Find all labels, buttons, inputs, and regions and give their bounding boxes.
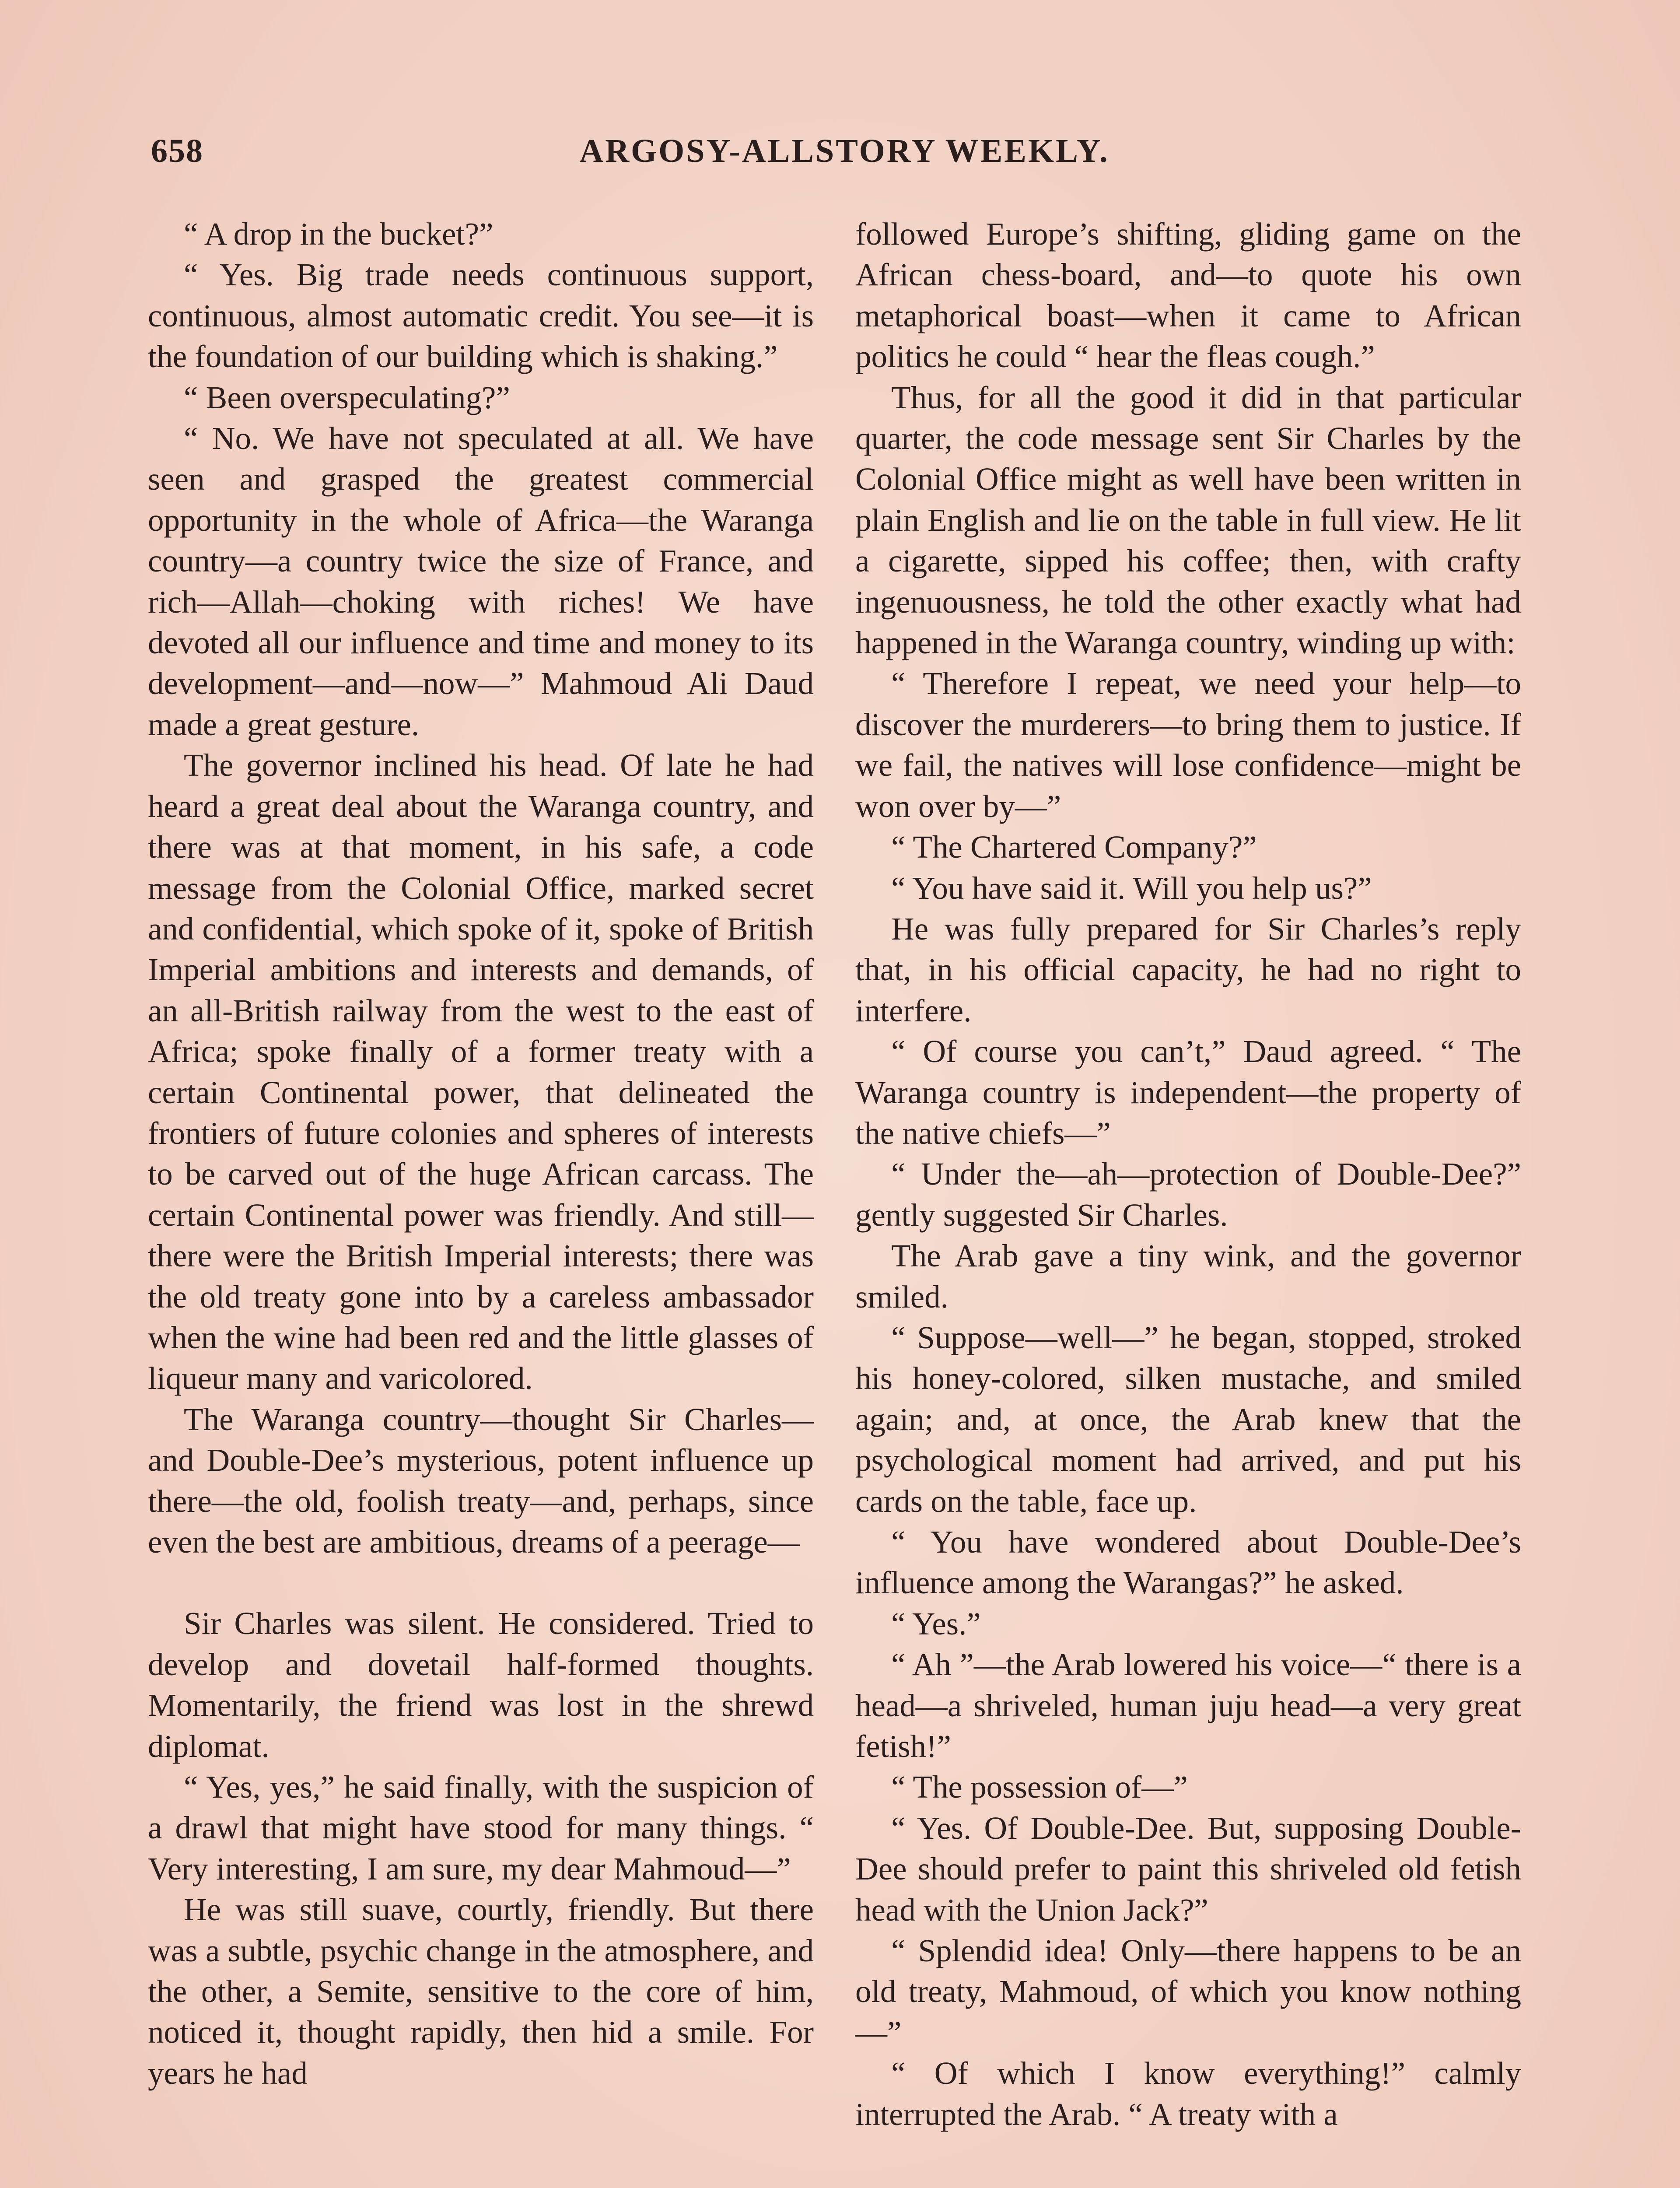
paragraph: He was fully prepared for Sir Charles’s reply that, in his official capacity, he had no right to interfere.	[855, 911, 1521, 1028]
paragraph: “ Splendid idea! Only—there happens to be an old treaty, Mahmoud, of which you know nothing—”	[855, 1933, 1521, 2050]
paragraph: followed Europe’s shifting, gliding game on the African chess-board, and—to quote his own metaphorical boast—when it came to African politics he could “ hear the fleas cough.”	[855, 216, 1521, 375]
paragraph: “ Yes. Big trade needs continuous support, continuous, almost automatic credit. You see—it is the foundation of our building which is shaking.”	[148, 257, 814, 375]
paragraph: “ A drop in the bucket?”	[184, 216, 494, 252]
paragraph: “ You have wondered about Double-Dee’s influence among the Warangas?” he asked.	[855, 1524, 1521, 1601]
right-column	[855, 214, 1521, 2135]
paragraph: “ The Chartered Company?”	[891, 829, 1257, 865]
paragraph: The Waranga country—thought Sir Charles—and Double-Dee’s mysterious, potent influence up there—the old, foolish treaty—and, perhaps, since even the best are ambitious, dreams of a peerage—	[148, 1401, 814, 1560]
paragraph: “ Of course you can’t,” Daud agreed. “ The Waranga country is independent—the property of the native chiefs—”	[855, 1034, 1521, 1151]
paragraph: He was still suave, courtly, friendly. But there was a subtle, psychic change in the atmosphere, and the other, a Semite, sensitive to the core of him, noticed it, thought rapidly, then hid a smile. For years he had	[148, 1892, 814, 2091]
paragraph: Sir Charles was silent. He considered. Tried to develop and dovetail half-formed thoughts. Momentarily, the friend was lost in the shrewd diplomat.	[148, 1606, 814, 1764]
paragraph: “ Of which I know everything!” calmly interrupted the Arab. “ A treaty with a	[855, 2055, 1521, 2132]
paragraph: “ Yes.”	[891, 1606, 981, 1641]
paragraph: “ No. We have not speculated at all. We have seen and grasped the greatest commercial opportunity in the whole of Africa—the Waranga country—a country twice the size of France, and rich—Allah—choking with riches! We have devoted all our influence and time and money to its development—and—now—” Mahmoud Ali Daud made a great gesture.	[148, 421, 814, 742]
left-column	[148, 214, 814, 2093]
paragraph: “ Yes. Of Double-Dee. But, supposing Double-Dee should prefer to paint this shriveled old fetish head with the Union Jack?”	[855, 1810, 1521, 1928]
paragraph: “ The possession of—”	[891, 1769, 1188, 1805]
paragraph: Thus, for all the good it did in that particular quarter, the code message sent Sir Charles by the Colonial Office might as well have been written in plain English and lie on the table in full view. He lit a cigarette, sipped his coffee; then, with crafty ingenuousness, he told the other exactly what had happened in the Waranga country, winding up with:	[855, 379, 1521, 661]
page-number: 658	[151, 133, 203, 169]
paragraph: The Arab gave a tiny wink, and the governor smiled.	[855, 1238, 1521, 1315]
paragraph: “ Ah ”—the Arab lowered his voice—“ there is a head—a shriveled, human juju head—a very great fetish!”	[855, 1647, 1521, 1764]
paragraph: “ Suppose—well—” he began, stopped, stroked his honey-colored, silken mustache, and smiled again; and, at once, the Arab knew that the psychological moment had arrived, and put his cards on the table, face up.	[855, 1319, 1521, 1519]
paragraph: “ Under the—ah—protection of Double-Dee?” gently suggested Sir Charles.	[855, 1156, 1521, 1233]
page-header	[151, 132, 1538, 185]
paragraph: “ Been overspeculating?”	[184, 379, 510, 415]
running-head: ARGOSY-ALLSTORY WEEKLY.	[579, 133, 1110, 169]
paragraph: “ Therefore I repeat, we need your help—to discover the murderers—to bring them to justice. If we fail, the natives will lose confidence—might be won over by—”	[855, 666, 1521, 824]
paragraph: “ Yes, yes,” he said finally, with the suspicion of a drawl that might have stood for many things. “ Very interesting, I am sure, my dear Mahmoud—”	[148, 1769, 814, 1886]
paragraph: “ You have said it. Will you help us?”	[891, 870, 1372, 906]
paragraph: The governor inclined his head. Of late he had heard a great deal about the Waranga country, and there was at that moment, in his safe, a code message from the Colonial Office, marked secret and confidential, which spoke of it, spoke of British Imperial ambitions and interests and demands, of an all-British railway from the west to the east of Africa; spoke finally of a former treaty with a certain Continental power, that delineated the frontiers of future colonies and spheres of interests to be carved out of the huge African carcass. The certain Continental power was friendly. And still—there were the British Imperial interests; there was the old treaty gone into by a careless ambassador when the wine had been red and the little glasses of liqueur many and varicolored.	[148, 747, 814, 1396]
